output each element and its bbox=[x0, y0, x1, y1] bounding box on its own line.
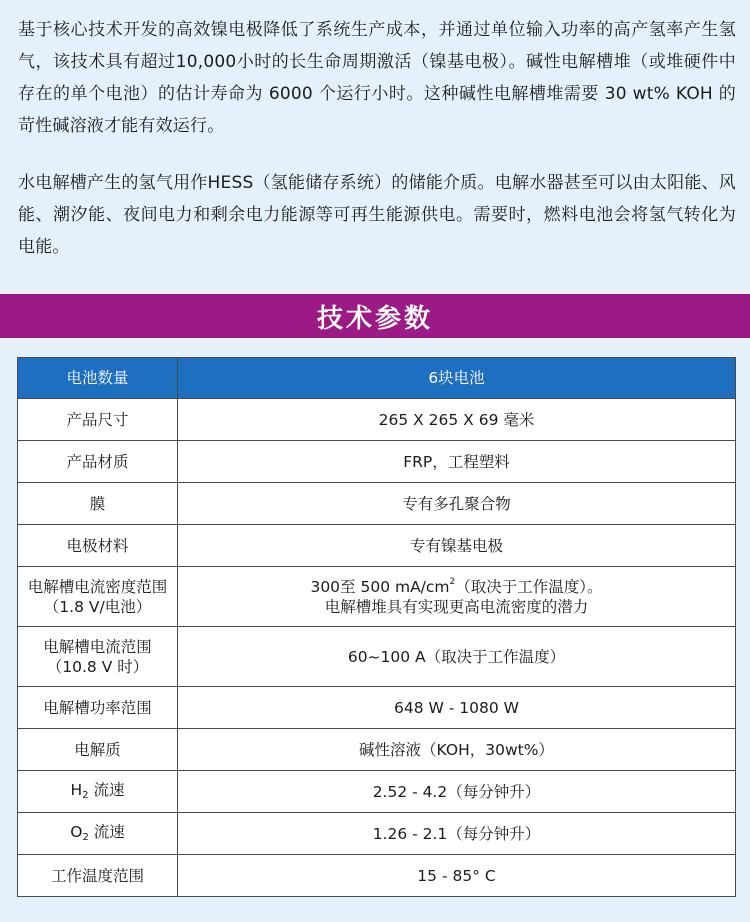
row-label: 电解质 bbox=[18, 729, 178, 771]
header-label: 电池数量 bbox=[18, 358, 178, 399]
row-value: 60~100 A（取决于工作温度） bbox=[178, 627, 736, 687]
table-header-row bbox=[18, 358, 736, 399]
row-label-line-1: 电解槽电流范围 bbox=[43, 637, 152, 656]
row-value-line-2: 电解槽堆具有实现更高电流密度的潜力 bbox=[324, 597, 589, 616]
table-row-material bbox=[18, 441, 736, 483]
header-value: 6块电池 bbox=[178, 358, 736, 399]
table-row-size bbox=[18, 399, 736, 441]
row-label bbox=[18, 567, 178, 627]
row-label-line-2: （10.8 V 时） bbox=[46, 657, 149, 676]
intro-text bbox=[18, 14, 736, 263]
row-value: 15 - 85° C bbox=[178, 855, 736, 897]
table-row-current-range bbox=[18, 627, 736, 687]
unit-superscript: 2 bbox=[449, 576, 456, 587]
table-row-current-density bbox=[18, 567, 736, 627]
row-value: 265 X 265 X 69 毫米 bbox=[178, 399, 736, 441]
row-label: 电极材料 bbox=[18, 525, 178, 567]
table-row-temperature bbox=[18, 855, 736, 897]
o2-subscript: 2 bbox=[82, 832, 89, 843]
h2-subscript: 2 bbox=[82, 790, 89, 801]
row-value: FRP，工程塑料 bbox=[178, 441, 736, 483]
table-row-o2-flow bbox=[18, 813, 736, 855]
table-row-power-range bbox=[18, 687, 736, 729]
row-label: 电解槽功率范围 bbox=[18, 687, 178, 729]
spec-table bbox=[17, 357, 736, 897]
row-label bbox=[18, 771, 178, 813]
intro-paragraph-1: 基于核心技术开发的高效镍电极降低了系统生产成本，并通过单位输入功率的高产氢率产生氢气，该技术具有超过10,000小时的长生命周期激活（镍基电极）。碱性电解槽堆（或堆硬件中存在的单个电池）的估计寿命为 6000 个运行小时。这种碱性电解槽堆需要 30 wt% KOH 的苛性碱溶液才能有效运行。 bbox=[18, 20, 736, 136]
table-row-membrane bbox=[18, 483, 736, 525]
h2-label-text: 流速 bbox=[88, 781, 125, 799]
current-density-note: （取决于工作温度）。 bbox=[455, 577, 603, 596]
row-label-line-1: 电解槽电流密度范围 bbox=[27, 577, 168, 596]
h2-symbol: H bbox=[70, 781, 83, 799]
row-value-line-1 bbox=[182, 577, 731, 597]
intro-paragraph-2: 水电解槽产生的氢气用作HESS（氢能储存系统）的储能介质。电解水器甚至可以由太阳能、风能、潮汐能、夜间电力和剩余电力能源等可再生能源供电。需要时，燃料电池会将氢气转化为电能。 bbox=[18, 173, 736, 257]
row-value: 专有多孔聚合物 bbox=[178, 483, 736, 525]
row-value: 2.52 - 4.2（每分钟升） bbox=[178, 771, 736, 813]
row-label bbox=[18, 813, 178, 855]
row-value: 1.26 - 2.1（每分钟升） bbox=[178, 813, 736, 855]
current-density-range: 300至 500 mA/cm bbox=[310, 577, 450, 596]
row-label: 工作温度范围 bbox=[18, 855, 178, 897]
table-row-electrode bbox=[18, 525, 736, 567]
row-value: 专有镍基电极 bbox=[178, 525, 736, 567]
row-label: 产品尺寸 bbox=[18, 399, 178, 441]
section-title: 技术参数 bbox=[316, 303, 433, 334]
row-label bbox=[18, 627, 178, 687]
section-title-banner bbox=[0, 294, 750, 338]
row-value bbox=[178, 567, 736, 627]
table-row-h2-flow bbox=[18, 771, 736, 813]
o2-symbol: O bbox=[70, 823, 83, 841]
row-label: 产品材质 bbox=[18, 441, 178, 483]
table-row-electrolyte bbox=[18, 729, 736, 771]
row-label-line-2: （1.8 V/电池） bbox=[43, 597, 152, 616]
row-label: 膜 bbox=[18, 483, 178, 525]
row-value: 碱性溶液（KOH，30wt%） bbox=[178, 729, 736, 771]
row-value: 648 W - 1080 W bbox=[178, 687, 736, 729]
o2-label-text: 流速 bbox=[88, 823, 125, 841]
